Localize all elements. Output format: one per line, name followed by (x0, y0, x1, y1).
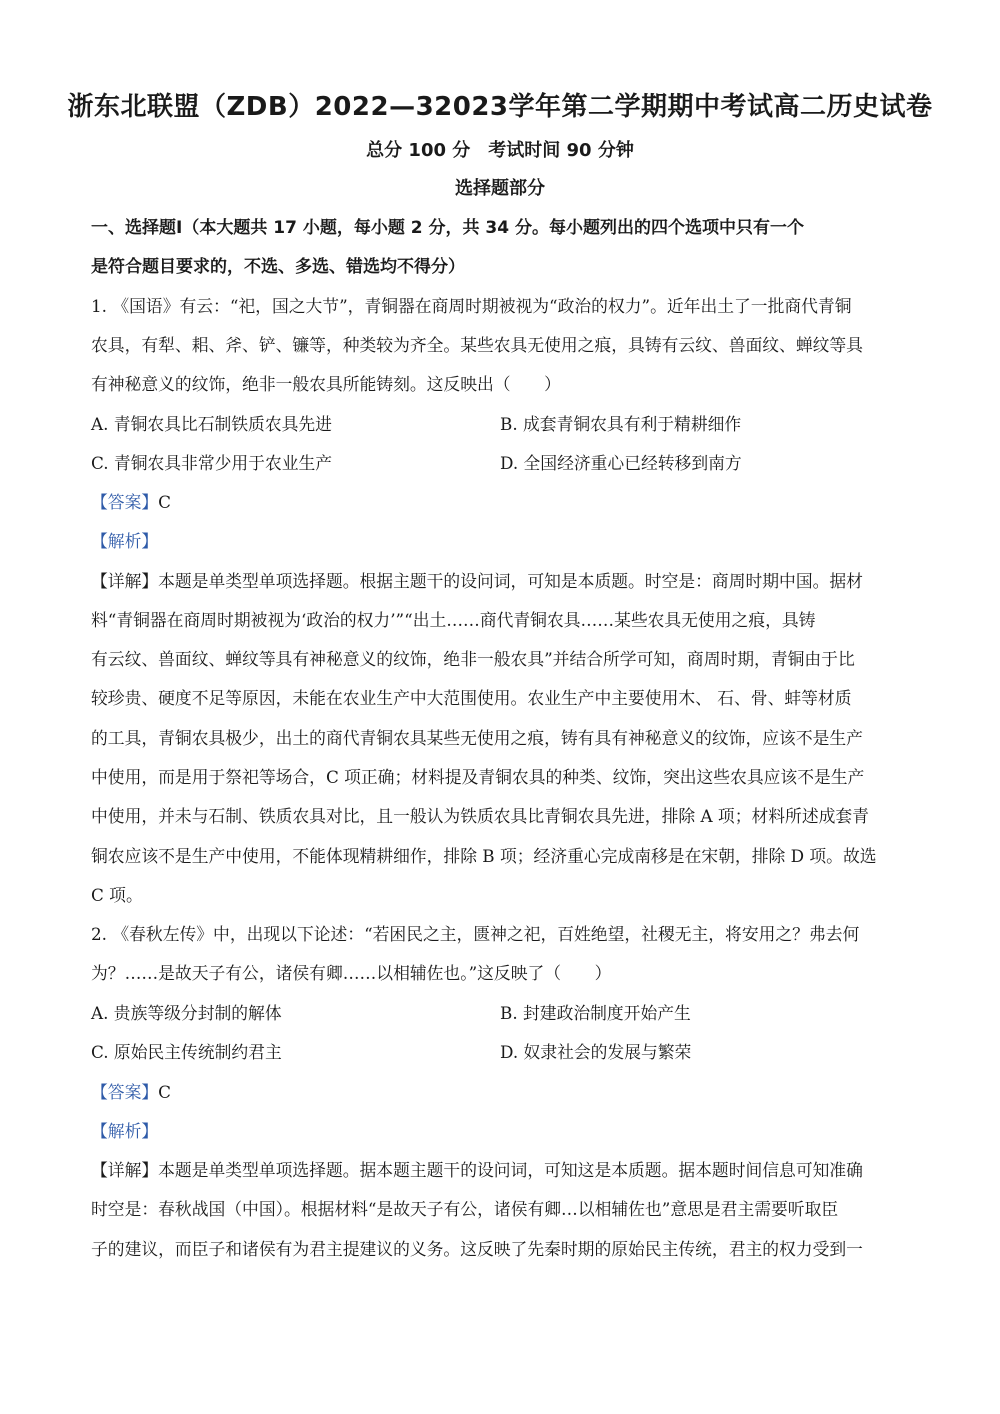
q1-answer (91, 486, 911, 518)
q1-option-d: D. 全国经济重心已经转移到南方 (500, 453, 742, 473)
q2-analysis-heading (91, 1115, 911, 1147)
q1-detail-line: 的工具，青铜农具极少，出土的商代青铜农具某些无使用之痕，铸有具有神秘意义的纹饰，应该不是生产 (91, 728, 863, 748)
q1-detail-line: 料“青铜器在商周时期被视为‘政治的权力’”“出土……商代青铜农具……某些农具无使用之痕，具铸 (91, 610, 816, 630)
q1-detail-line: 铜农应该不是生产中使用，不能体现精耕细作，排除 B 项；经济重心完成南移是在宋朝，排除 D 项。故选 (91, 846, 877, 866)
q2-option-a: A. 贵族等级分封制的解体 (91, 1003, 282, 1023)
answer-value: C (158, 492, 171, 512)
exam-subtitle: 总分 100 分 考试时间 90 分钟 (366, 140, 634, 161)
q2-answer (91, 1076, 911, 1108)
q1-detail-line: 中使用，而是用于祭祀等场合，C 项正确；材料提及青铜农具的种类、纹饰，突出这些农具应该不是生产 (91, 767, 865, 787)
analysis-tag: 【解析】 (91, 531, 159, 551)
q1-option-b: B. 成套青铜农具有利于精耕细作 (500, 414, 742, 434)
section-heading: 选择题部分 (455, 178, 545, 199)
q1-detail-line: 较珍贵、硬度不足等原因，未能在农业生产中大范围使用。农业生产中主要使用木、 石、骨、蚌等材质 (91, 688, 852, 708)
q2-detail-line: 【详解】本题是单类型单项选择题。据本题主题干的设问词，可知这是本质题。据本题时间信息可知准确 (91, 1160, 863, 1180)
q1-option-a: A. 青铜农具比石制铁质农具先进 (91, 414, 332, 434)
exam-title: 浙东北联盟（ZDB）2022—32023学年第二学期期中考试高二历史试卷 (67, 92, 933, 122)
q2-detail-line: 时空是：春秋战国（中国）。根据材料“是故天子有公，诸侯有卿…以相辅佐也”意思是君主需要听取臣 (91, 1199, 839, 1219)
q2-option-d: D. 奴隶社会的发展与繁荣 (500, 1042, 692, 1062)
q2-option-b: B. 封建政治制度开始产生 (500, 1003, 691, 1023)
q1-detail-line: 有云纹、兽面纹、蝉纹等具有神秘意义的纹饰，绝非一般农具”并结合所学可知，商周时期，青铜由于比 (91, 649, 855, 669)
q1-option-c: C. 青铜农具非常少用于农业生产 (91, 453, 333, 473)
q1-detail-line: 【详解】本题是单类型单项选择题。根据主题干的设问词，可知是本质题。时空是：商周时期中国。据材 (91, 571, 863, 591)
q2-option-c: C. 原始民主传统制约君主 (91, 1042, 282, 1062)
answer-value: C (158, 1082, 171, 1102)
analysis-tag: 【解析】 (91, 1121, 159, 1141)
q1-stem-line: 农具，有犁、耜、斧、铲、镰等，种类较为齐全。某些农具无使用之痕，具铸有云纹、兽面纹、蝉纹等具 (91, 335, 863, 355)
q2-detail-line: 子的建议，而臣子和诸侯有为君主提建议的义务。这反映了先秦时期的原始民主传统，君主的权力受到一 (91, 1239, 863, 1259)
q2-stem-line: 2. 《春秋左传》中，出现以下论述：“若困民之主，匮神之祀，百姓绝望，社稷无主，将安用之？弗去何 (91, 924, 860, 944)
q1-stem-line: 1. 《国语》有云：“祀，国之大节”，青铜器在商周时期被视为“政治的权力”。近年出土了一批商代青铜 (91, 296, 852, 316)
q1-analysis-heading (91, 525, 911, 557)
q1-detail-line: C 项。 (91, 885, 143, 905)
instructions-line: 是符合题目要求的，不选、多选、错选均不得分） (91, 257, 465, 277)
instructions-line: 一、选择题Ⅰ（本大题共 17 小题，每小题 2 分，共 34 分。每小题列出的四个选项中只有一个 (91, 218, 804, 238)
answer-tag: 【答案】 (91, 1082, 159, 1102)
q2-stem-line: 为？……是故天子有公，诸侯有卿……以相辅佐也。”这反映了（ ） (91, 963, 612, 983)
answer-tag: 【答案】 (91, 492, 159, 512)
q1-stem-line: 有神秘意义的纹饰，绝非一般农具所能铸刻。这反映出（ ） (91, 374, 561, 394)
q1-detail-line: 中使用，并未与石制、铁质农具对比，且一般认为铁质农具比青铜农具先进，排除 A 项；材料所述成套青 (91, 806, 869, 826)
